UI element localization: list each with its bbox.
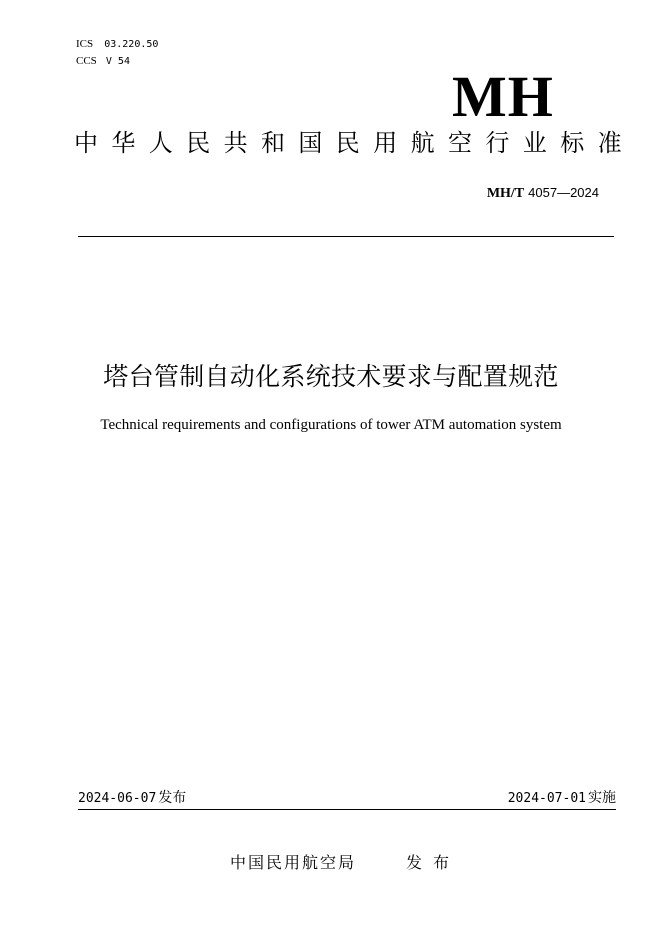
implement-label: 实施 bbox=[588, 790, 616, 806]
ccs-value: V 54 bbox=[105, 56, 130, 67]
ccs-label: CCS bbox=[76, 55, 97, 67]
header-divider bbox=[78, 236, 614, 237]
implement-date: 2024-07-01 bbox=[507, 791, 586, 806]
document-title-en: Technical requirements and configurations of tower ATM automation system bbox=[100, 417, 562, 433]
issue-word: 发布 bbox=[406, 853, 461, 872]
issuing-authority: 中国民用航空局 bbox=[230, 853, 357, 872]
publish-date: 2024-06-07 bbox=[78, 791, 157, 806]
mh-logo: MH bbox=[452, 64, 554, 129]
implement-date-line bbox=[508, 790, 616, 807]
industry-standard-heading: 中华人民共和国民用航空行业标准 bbox=[74, 129, 635, 157]
document-title-cn: 塔台管制自动化系统技术要求与配置规范 bbox=[103, 362, 559, 391]
ics-label: ICS bbox=[76, 38, 94, 50]
standard-number-prefix: MH/T bbox=[486, 186, 525, 201]
standard-number bbox=[487, 182, 599, 202]
standard-number-code: 4057—2024 bbox=[528, 185, 599, 200]
publish-label: 发布 bbox=[158, 790, 187, 806]
publish-date-line bbox=[78, 790, 186, 807]
ccs-line bbox=[76, 49, 130, 68]
ics-value: 03.220.50 bbox=[104, 39, 159, 50]
footer-divider bbox=[78, 809, 616, 810]
